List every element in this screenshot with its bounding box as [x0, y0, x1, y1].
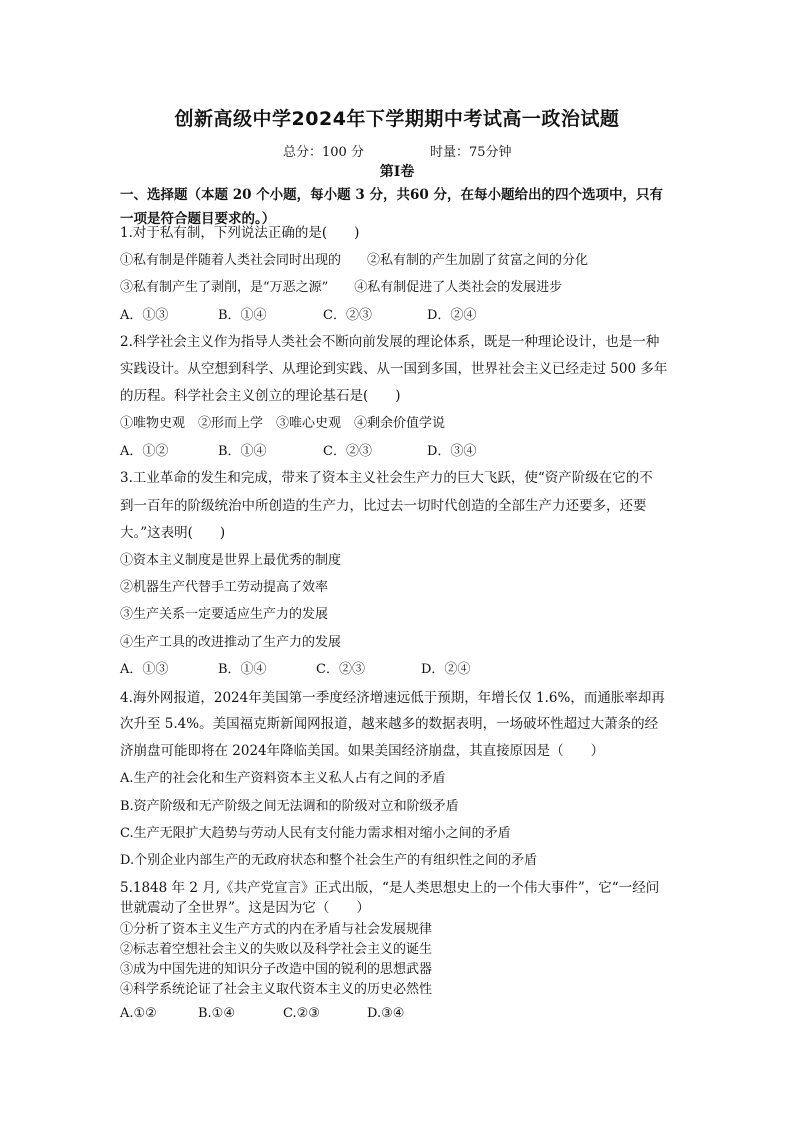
question-3-statement: ④生产工具的改进推动了生产力的发展 — [120, 635, 342, 650]
question-3-option-c: C．②③ — [316, 662, 365, 677]
question-3-stem: 大。”这表明( ) — [120, 525, 226, 541]
question-2-option-c: C．②③ — [323, 444, 372, 459]
question-1-statement: ①私有制是伴随着人类社会同时出现的 ②私有制的产生加剧了贫富之间的分化 — [120, 253, 589, 268]
question-5-statement: ④科学系统论证了社会主义取代资本主义的历史必然性 — [120, 982, 433, 997]
question-5-statement: ①分析了资本主义生产方式的内在矛盾与社会发展规律 — [120, 922, 433, 937]
question-5-stem: 5.1848 年 2 月,《共产党宣言》正式出版，“是人类思想史上的一个伟大事件”，它“一经问 — [120, 880, 660, 896]
question-5-option-c: C.②③ — [283, 1006, 320, 1021]
question-1-option-b: B．①④ — [218, 308, 267, 323]
question-1-statement: ③私有制产生了剥削，是“万恶之源” ④私有制促进了人类社会的发展进步 — [120, 280, 563, 295]
question-3-statement: ②机器生产代替手工劳动提高了效率 — [120, 580, 329, 595]
question-4-option-c: C.生产无限扩大趋势与劳动人民有支付能力需求相对缩小之间的矛盾 — [120, 826, 511, 841]
question-4-stem: 济崩盘可能即将在 2024年降临美国。如果美国经济崩盘，其直接原因是（ ） — [120, 743, 605, 759]
question-3-statement: ①资本主义制度是世界上最优秀的制度 — [120, 553, 342, 568]
question-1-option-a: A．①③ — [120, 308, 169, 323]
total-score: 总分：100 分 — [283, 145, 364, 160]
question-3-stem: 3.工业革命的发生和完成，带来了资本主义社会生产力的巨大飞跃，使“资产阶级在它的不 — [120, 470, 653, 486]
question-4-option-a: A.生产的社会化和生产资料资本主义私人占有之间的矛盾 — [120, 771, 446, 786]
question-2-stem: 2.科学社会主义作为指导人类社会不断向前发展的理论体系，既是一种理论设计，也是一种 — [120, 334, 660, 350]
question-2-option-b: B．①④ — [218, 444, 267, 459]
question-5-statement: ②标志着空想社会主义的失败以及科学社会主义的诞生 — [120, 942, 433, 957]
question-2-stem: 的历程。科学社会主义创立的理论基石是( ) — [120, 388, 401, 404]
section-line: 一、选择题（本题 20 个小题，每小题 3 分，共60 分，在每小题给出的四个选项中，只有 — [120, 187, 663, 203]
question-4-stem: 4.海外网报道，2024年美国第一季度经济增速远低于预期，年增长仅 1.6%，而通胀率却再 — [120, 690, 665, 706]
question-5-statement: ③成为中国先进的知识分子改造中国的锐利的思想武器 — [120, 962, 433, 977]
question-2-statement: ①唯物史观 ②形而上学 ③唯心史观 ④剩余价值学说 — [120, 416, 446, 431]
question-4-stem: 次升至 5.4%。美国福克斯新闻网报道，越来越多的数据表明，一场破坏性超过大萧条的经 — [120, 716, 659, 732]
question-5-option-b: B.①④ — [198, 1006, 235, 1021]
section-line: 一项是符合题目要求的。） — [120, 211, 276, 227]
question-3-option-a: A．①③ — [120, 662, 169, 677]
question-2-option-d: D．③④ — [427, 444, 477, 459]
question-3-statement: ③生产关系一定要适应生产力的发展 — [120, 607, 329, 622]
question-2-stem: 实践设计。从空想到科学、从理论到实践、从一国到多国，世界社会主义已经走过 500 多年 — [120, 361, 668, 377]
question-1-option-c: C．②③ — [323, 308, 372, 323]
question-4-option-b: B.资产阶级和无产阶级之间无法调和的阶级对立和阶级矛盾 — [120, 799, 459, 814]
volume-heading: 第Ⅰ卷 — [379, 164, 415, 180]
question-3-option-d: D．②④ — [421, 662, 471, 677]
question-1-option-d: D．②④ — [427, 308, 477, 323]
time-limit: 时量：75分钟 — [430, 145, 512, 160]
question-2-option-a: A．①② — [120, 444, 169, 459]
question-5-option-d: D.③④ — [367, 1006, 405, 1021]
question-5-option-a: A.①② — [120, 1006, 157, 1021]
question-4-option-d: D.个别企业内部生产的无政府状态和整个社会生产的有组织性之间的矛盾 — [120, 853, 538, 868]
question-3-stem: 到一百年的阶级统治中所创造的生产力，比过去一切时代创造的全部生产力还要多，还要 — [120, 498, 647, 514]
question-1-stem: 1.对于私有制，下列说法正确的是( ) — [120, 225, 360, 241]
question-3-option-b: B．①④ — [218, 662, 267, 677]
exam-title: 创新高级中学2024年下学期期中考试高一政治试题 — [174, 108, 620, 130]
question-5-stem: 世就震动了全世界”。这是因为它（ ） — [120, 900, 370, 916]
